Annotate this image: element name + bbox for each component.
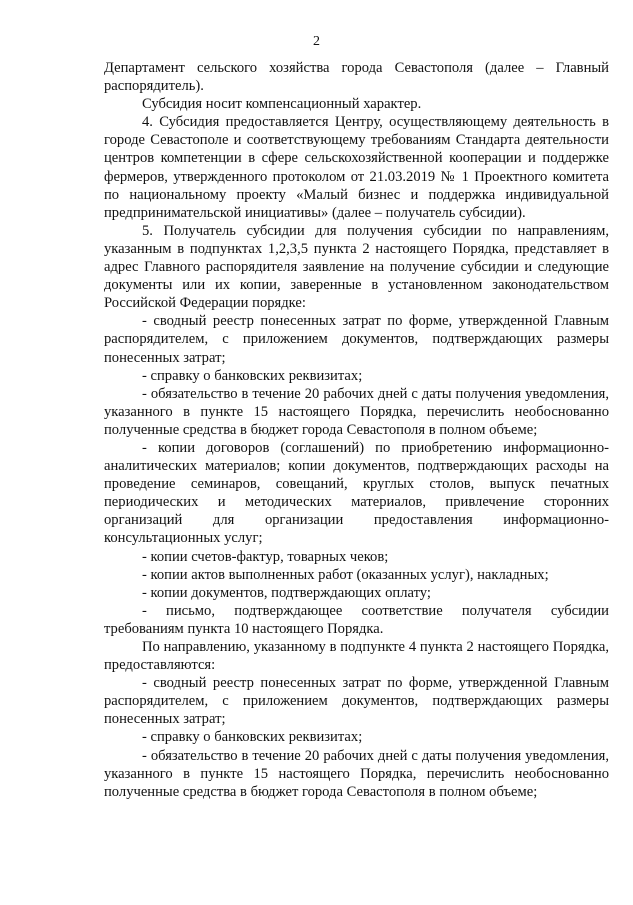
list-item: - копии счетов-фактур, товарных чеков;	[142, 548, 389, 565]
list-item: - справку о банковских реквизитах;	[142, 367, 363, 384]
document-body	[104, 59, 609, 801]
list-item: - справку о банковских реквизитах;	[142, 729, 363, 746]
paragraph-clause-4: 4. Субсидия предоставляется Центру, осуществляющему деятельность в городе Севастополе и соответствующему требованиям Стандарта деятельности центров компетенции в сфере сельскохозяйственной кооперации и поддержке фермеров, утвержденного протоколом от 21.03.2019 № 1 Проектного комитета по национальному проекту «Малый бизнес и поддержка индивидуальной предпринимательской инициативы» (далее – получатель субсидии).	[104, 114, 609, 221]
list-item: - сводный реестр понесенных затрат по форме, утвержденной Главным распорядителем, с приложением документов, подтверждающих размеры понесенных затрат;	[104, 313, 609, 366]
list-item: - копии актов выполненных работ (оказанных услуг), накладных;	[142, 566, 549, 583]
list-item: - копии документов, подтверждающих оплату;	[142, 584, 431, 601]
list-item: - сводный реестр понесенных затрат по форме, утвержденной Главным распорядителем, с приложением документов, подтверждающих размеры понесенных затрат;	[104, 675, 609, 728]
paragraph-compensation: Субсидия носит компенсационный характер.	[142, 96, 422, 113]
page-number: 2	[313, 34, 320, 49]
list-item: - обязательство в течение 20 рабочих дней с даты получения уведомления, указанного в пункте 15 настоящего Порядка, перечислить необоснованно полученные средства в бюджет города Севастополя в полном объеме;	[104, 747, 609, 800]
list-item: - обязательство в течение 20 рабочих дней с даты получения уведомления, указанного в пункте 15 настоящего Порядка, перечислить необоснованно полученные средства в бюджет города Севастополя в полном объеме;	[104, 385, 609, 438]
paragraph-direction-4: По направлению, указанному в подпункте 4 пункта 2 настоящего Порядка, предоставляются:	[104, 639, 609, 674]
list-item: - письмо, подтверждающее соответствие получателя субсидии требованиям пункта 10 настоящего Порядка.	[104, 602, 609, 637]
paragraph-department: Департамент сельского хозяйства города Севастополя (далее – Главный распорядитель).	[104, 60, 609, 95]
paragraph-clause-5: 5. Получатель субсидии для получения субсидии по направлениям, указанным в подпунктах 1,2,3,5 пункта 2 настоящего Порядка, представляет в адрес Главного распорядителя заявление на получение субсидии и следующие документы или их копии, заверенные в установленном законодательством Российской Федерации порядке:	[104, 222, 609, 312]
list-item: - копии договоров (соглашений) по приобретению информационно-аналитических материалов; копии документов, подтверждающих расходы на проведение семинаров, совещаний, круглых столов, выпуск печатных периодических и методических материалов, привлечение сторонних организаций для организации предоставления информационно-консультационных услуг;	[104, 439, 609, 547]
